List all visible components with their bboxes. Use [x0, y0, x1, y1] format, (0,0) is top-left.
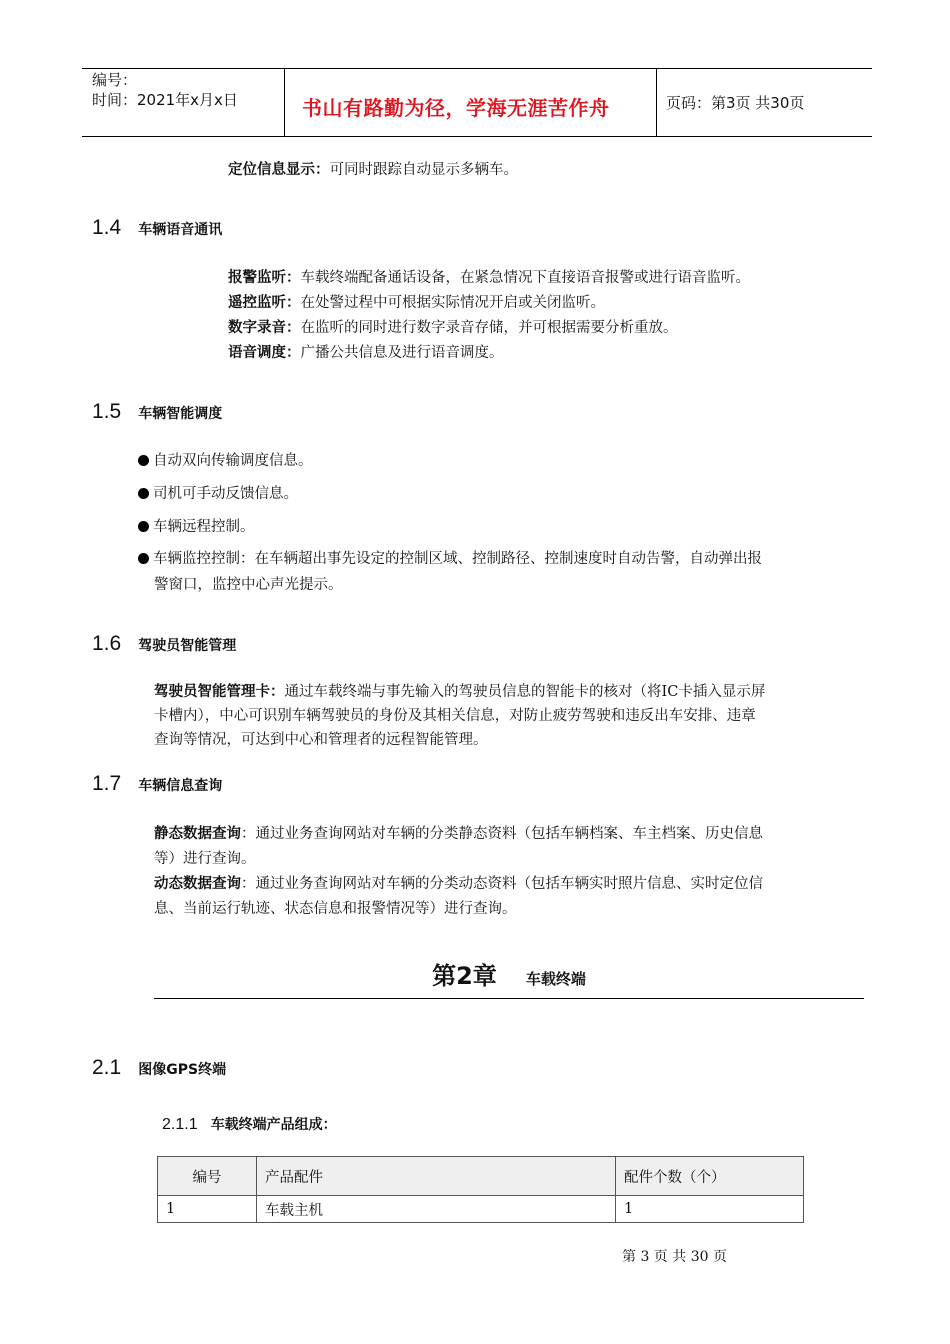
- table-cell: 车载主机: [257, 1196, 616, 1223]
- intro-label: 定位信息显示：: [228, 162, 330, 178]
- chapter-rule: [154, 998, 864, 999]
- dynamic-query-label: 动态数据查询: [154, 876, 241, 892]
- bullet-text: 车辆远程控制。: [153, 519, 255, 535]
- bullet-item: [138, 546, 762, 572]
- footer-page-number: 第 3 页 共 30 页: [622, 1249, 727, 1265]
- driver-card-line: 查询等情况，可达到中心和管理者的远程智能管理。: [154, 732, 488, 748]
- voice-item: [228, 316, 750, 341]
- section-title: 车辆语音通讯: [138, 222, 223, 238]
- item-text: 在处警过程中可根据实际情况开启或关闭监听。: [300, 295, 605, 311]
- bullet-item: [138, 481, 298, 507]
- static-query-text: 等）进行查询。: [154, 851, 256, 867]
- bullet-item: [138, 514, 255, 540]
- bullet-dot-icon: [138, 455, 149, 466]
- item-label: 语音调度：: [228, 345, 301, 361]
- voice-item: [228, 341, 750, 366]
- section-heading-1-5: [92, 400, 222, 424]
- product-components-table: [157, 1156, 804, 1223]
- bullet-text: 自动双向传输调度信息。: [153, 453, 313, 469]
- section-title: 车辆智能调度: [138, 406, 223, 422]
- bullet-text: 司机可手动反馈信息。: [153, 486, 298, 502]
- section-number: 1.5: [92, 400, 122, 423]
- subsection-number: 2.1.1: [162, 1116, 198, 1133]
- item-label: 遥控监听：: [228, 295, 301, 311]
- bullet-item: [138, 448, 313, 474]
- header-page-label: 页码：第3页 共30页: [666, 94, 805, 112]
- table-header-cell: 产品配件: [257, 1157, 616, 1196]
- section-number: 1.4: [92, 216, 122, 239]
- driver-card-paragraph: [154, 680, 866, 752]
- driver-card-line: 通过车载终端与事先输入的驾驶员信息的智能卡的核对（将IC卡插入显示屏: [284, 684, 766, 700]
- item-label: 数字录音：: [228, 320, 301, 336]
- bullet-continuation: 警窗口，监控中心声光提示。: [154, 577, 343, 593]
- static-query-text: ：通过业务查询网站对车辆的分类静态资料（包括车辆档案、车主档案、历史信息: [241, 826, 763, 842]
- section-title: 车辆信息查询: [138, 778, 223, 794]
- header-motto: 书山有路勤为径，学海无涯苦作舟: [302, 96, 610, 120]
- section-heading-2-1: [92, 1056, 226, 1080]
- section-number: 1.7: [92, 772, 122, 795]
- header-bottom-rule: [82, 136, 872, 137]
- chapter-number: 第2章: [432, 962, 497, 990]
- table-row: [158, 1196, 804, 1223]
- voice-item: [228, 266, 750, 291]
- section-number: 2.1: [92, 1056, 122, 1079]
- bullet-dot-icon: [138, 521, 149, 532]
- intro-line: [228, 158, 518, 183]
- item-label: 报警监听：: [228, 270, 301, 286]
- item-text: 车载终端配备通话设备，在紧急情况下直接语音报警或进行语音监听。: [300, 270, 750, 286]
- driver-card-label: 驾驶员智能管理卡：: [154, 684, 285, 700]
- section-number: 1.6: [92, 632, 122, 655]
- static-query-label: 静态数据查询: [154, 826, 241, 842]
- header-top-rule: [82, 68, 872, 69]
- section-heading-1-4: [92, 216, 222, 240]
- header-divider-right: [656, 68, 657, 136]
- doc-number-label: 编号：: [92, 71, 138, 89]
- doc-time-label: 时间：2021年x月x日: [92, 91, 238, 109]
- subsection-title: 车载终端产品组成：: [210, 1117, 337, 1133]
- voice-comm-list: [228, 266, 750, 366]
- driver-card-line: 卡槽内），中心可识别车辆驾驶员的身份及其相关信息，对防止疲劳驾驶和违反出车安排、违章: [154, 708, 756, 724]
- table-header-cell: 配件个数（个）: [616, 1157, 804, 1196]
- item-text: 广播公共信息及进行语音调度。: [300, 345, 504, 361]
- chapter-title: 车载终端: [525, 970, 586, 988]
- table-cell: 1: [158, 1196, 257, 1223]
- header-divider-left: [284, 68, 285, 136]
- dynamic-query-text: 息、当前运行轨迹、状态信息和报警情况等）进行查询。: [154, 901, 517, 917]
- intro-text: 可同时跟踪自动显示多辆车。: [329, 162, 518, 178]
- section-heading-1-7: [92, 772, 222, 796]
- bullet-text: 车辆监控控制：在车辆超出事先设定的控制区域、控制路径、控制速度时自动告警，自动弹出报: [153, 551, 762, 567]
- chapter-heading: [154, 956, 864, 991]
- subsection-heading-2-1-1: [162, 1114, 337, 1134]
- bullet-dot-icon: [138, 488, 149, 499]
- table-cell: 1: [616, 1196, 804, 1223]
- voice-item: [228, 291, 750, 316]
- table-header-row: [158, 1157, 804, 1196]
- section-title: 图像GPS终端: [138, 1062, 227, 1078]
- bullet-dot-icon: [138, 553, 149, 564]
- vehicle-query-paragraph: [154, 822, 866, 922]
- table-header-cell: 编号: [158, 1157, 257, 1196]
- section-title: 驾驶员智能管理: [138, 638, 237, 654]
- section-heading-1-6: [92, 632, 236, 656]
- item-text: 在监听的同时进行数字录音存储，并可根据需要分析重放。: [300, 320, 678, 336]
- dynamic-query-text: ：通过业务查询网站对车辆的分类动态资料（包括车辆实时照片信息、实时定位信: [241, 876, 763, 892]
